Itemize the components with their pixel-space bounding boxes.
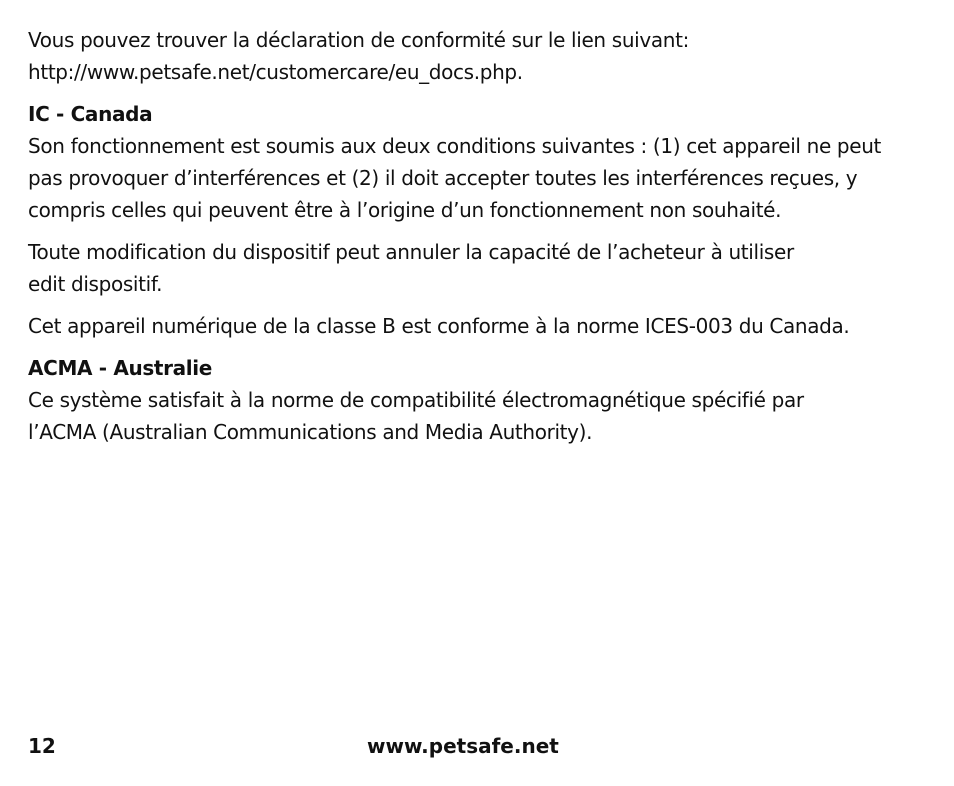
ic-canada-heading: IC - Canada bbox=[28, 102, 153, 126]
paragraph-line: Toute modification du dispositif peut annuler la capacité de l’acheteur à utiliser bbox=[28, 240, 794, 264]
footer-website: www.petsafe.net bbox=[367, 734, 559, 758]
paragraph-line: Cet appareil numérique de la classe B est conforme à la norme ICES-003 du Canada. bbox=[28, 314, 850, 338]
intro-paragraph bbox=[28, 24, 928, 88]
paragraph-line: Ce système satisfait à la norme de compatibilité électromagnétique spécifié par bbox=[28, 388, 804, 412]
paragraph-line: Son fonctionnement est soumis aux deux conditions suivantes : (1) cet appareil ne peut bbox=[28, 134, 882, 158]
document-body bbox=[28, 24, 928, 458]
ic-canada-ices-paragraph bbox=[28, 310, 928, 342]
paragraph-line: edit dispositif. bbox=[28, 272, 163, 296]
paragraph-line: compris celles qui peuvent être à l’origine d’un fonctionnement non souhaité. bbox=[28, 198, 782, 222]
intro-line: Vous pouvez trouver la déclaration de conformité sur le lien suivant: bbox=[28, 28, 689, 52]
acma-paragraph bbox=[28, 384, 928, 448]
acma-heading: ACMA - Australie bbox=[28, 356, 212, 380]
ic-canada-modification-paragraph bbox=[28, 236, 928, 300]
paragraph-line: pas provoquer d’interférences et (2) il doit accepter toutes les interférences reçues, y bbox=[28, 166, 858, 190]
paragraph-line: l’ACMA (Australian Communications and Media Authority). bbox=[28, 420, 593, 444]
eu-docs-link-text: http://www.petsafe.net/customercare/eu_docs.php. bbox=[28, 60, 523, 84]
page-number: 12 bbox=[28, 734, 56, 758]
ic-canada-conditions-paragraph bbox=[28, 130, 928, 226]
